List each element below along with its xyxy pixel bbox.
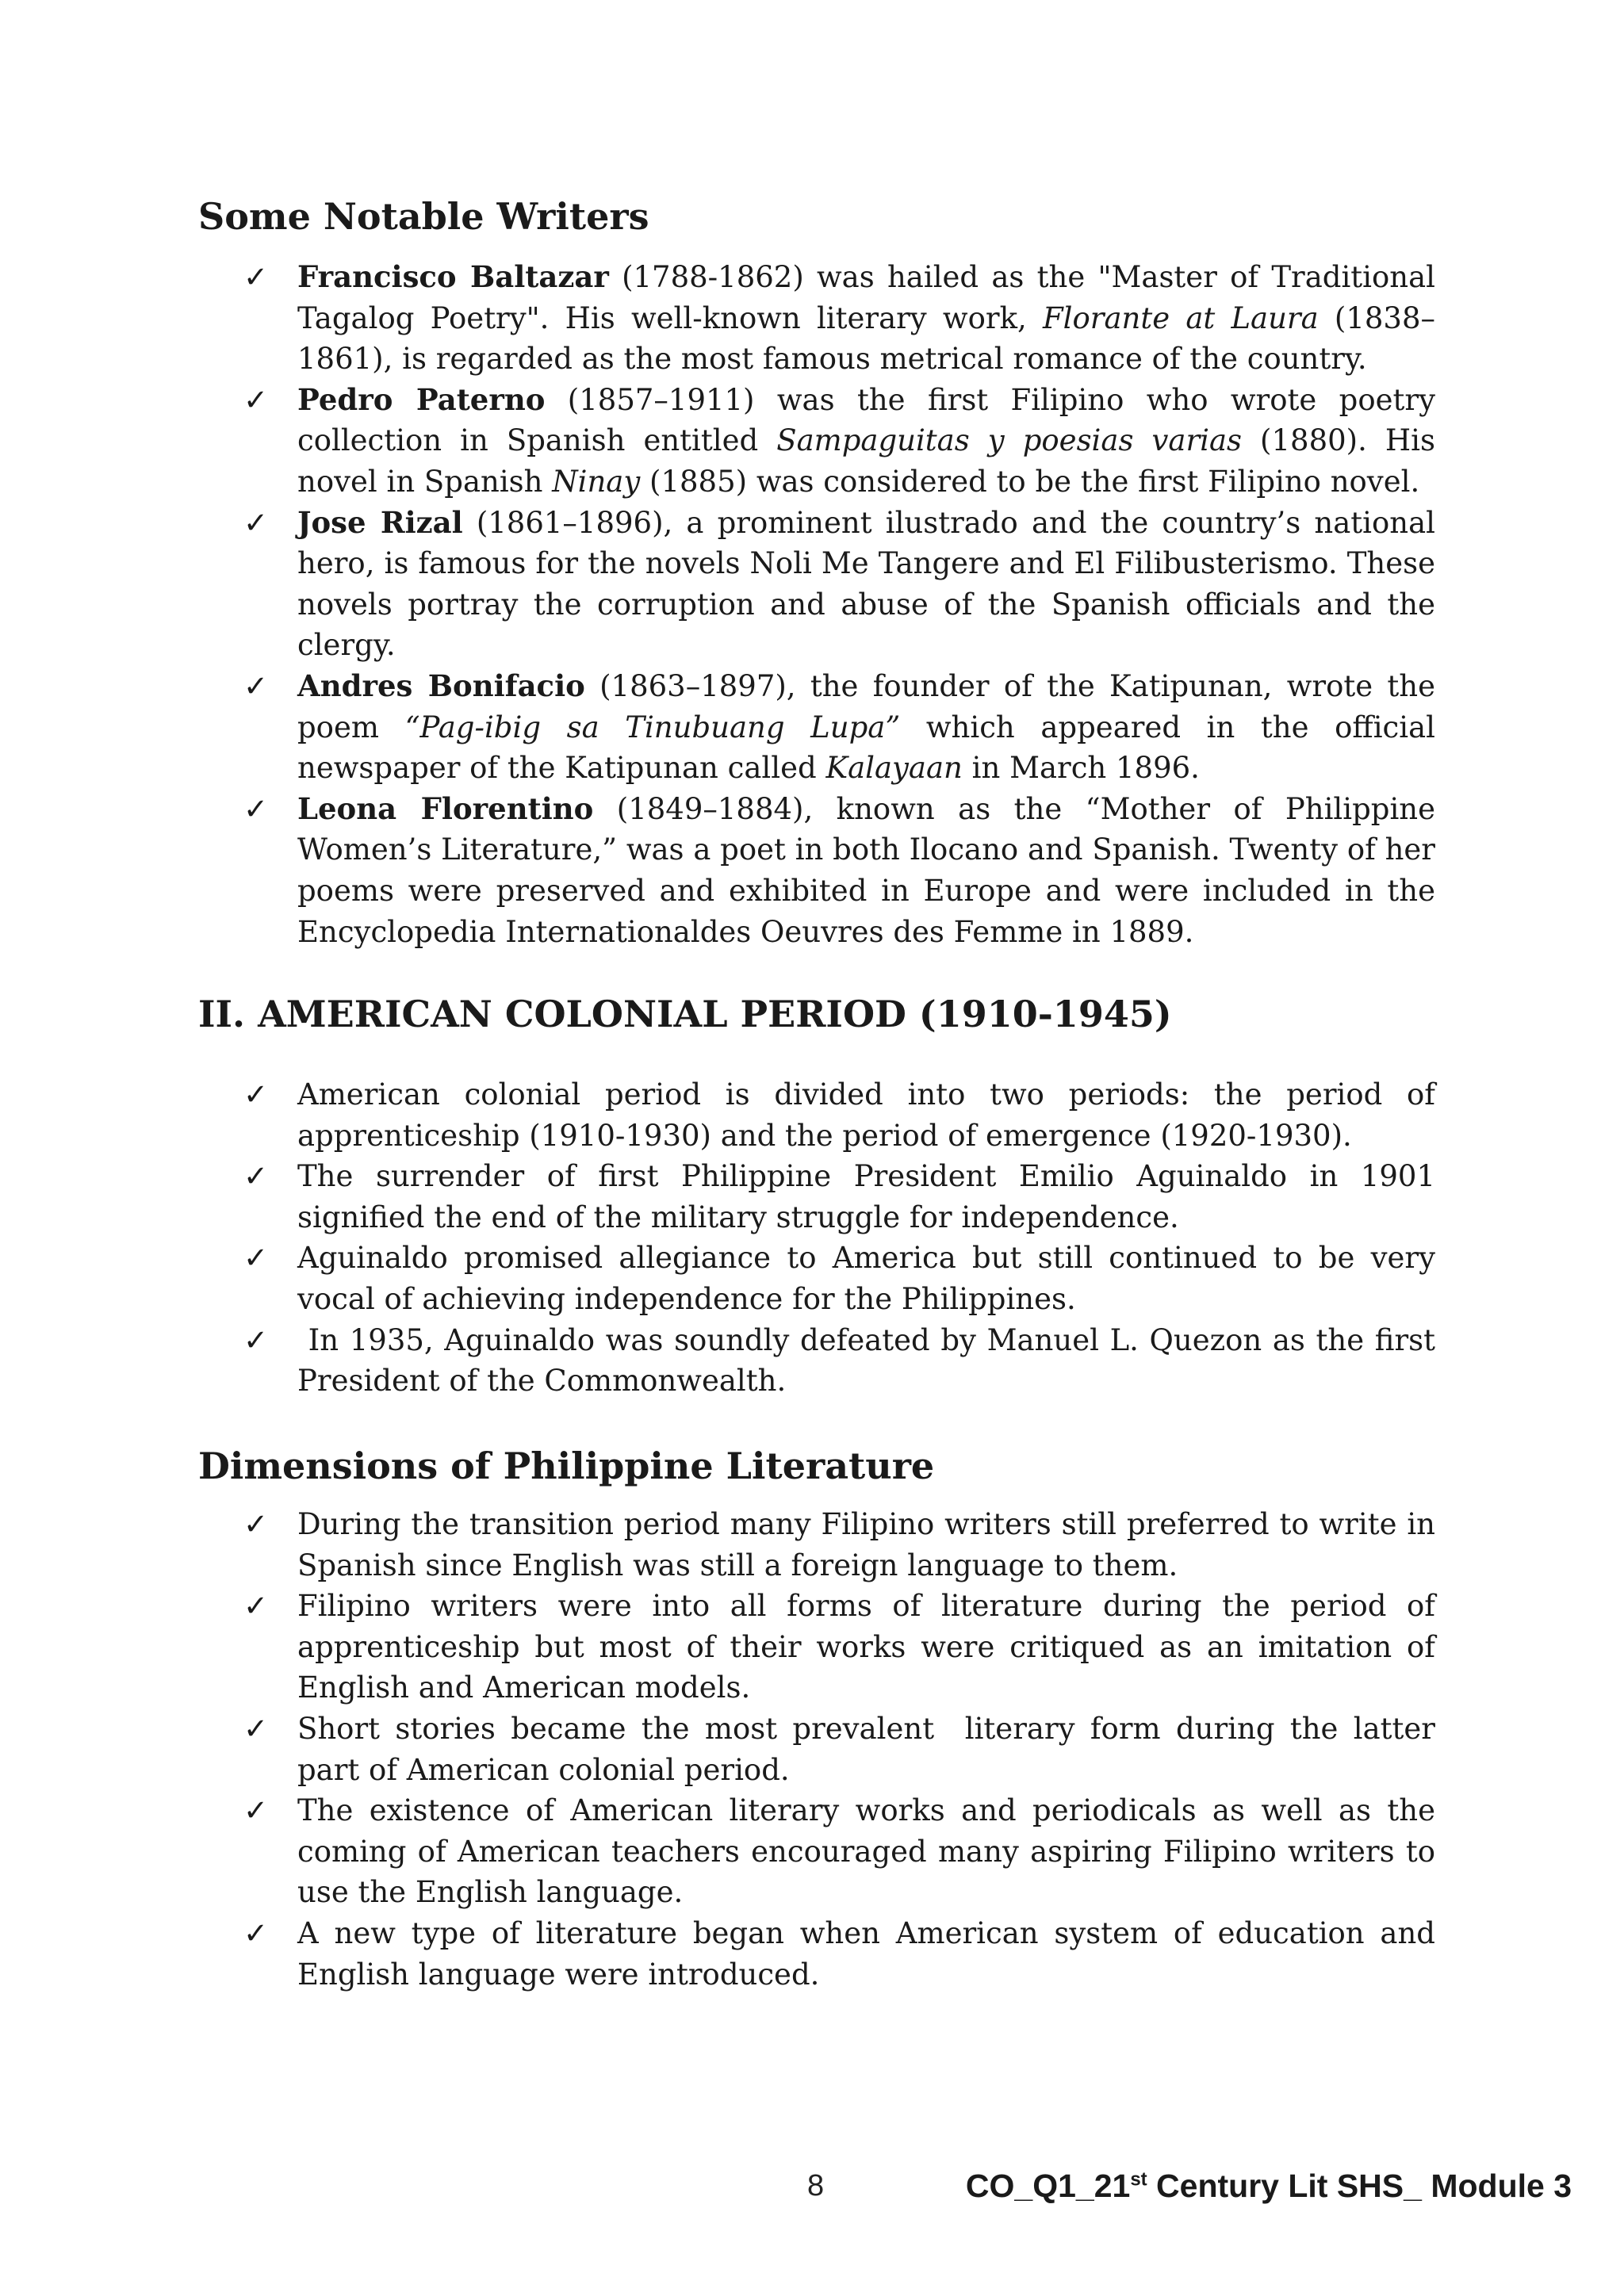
list-item: ✓ Andres Bonifacio (1863–1897), the founder of the Katipunan, wrote the poem “Pag-ibig sa Tinubuang Lupa” which appeared in the official newspaper of the Katipunan called Kalayaan in March 1896. <box>198 666 1435 789</box>
writer-name: Andres Bonifacio <box>297 668 585 703</box>
checkmark-icon: ✓ <box>243 1077 269 1112</box>
work-title: “Pag-ibig sa Tinubuang Lupa” <box>404 710 901 744</box>
writer-name: Francisco Baltazar <box>297 259 609 294</box>
checkmark-icon: ✓ <box>243 1507 269 1541</box>
writer-name: Leona Florentino <box>297 790 594 826</box>
checkmark-icon: ✓ <box>243 1159 269 1194</box>
dimensions-list <box>198 1504 1445 1995</box>
checkmark-icon: ✓ <box>243 668 269 703</box>
list-item: ✓ During the transition period many Filipino writers still preferred to write in Spanish since English was still a foreign language to them. <box>198 1504 1435 1586</box>
writer-name: Pedro Paterno <box>297 381 546 417</box>
work-title: Florante at Laura <box>1042 300 1319 335</box>
american-period-list <box>198 1074 1445 1402</box>
work-title: Kalayaan <box>825 751 963 786</box>
list-item: ✓ Jose Rizal (1861–1896), a prominent ilustrado and the country’s national hero, is famous for the novels Noli Me Tangere and El Filibusterismo. These novels portray the corruption and abuse of the Spanish officials and the clergy. <box>198 503 1435 666</box>
list-item: ✓ Short stories became the most prevalent literary form during the latter part of American colonial period. <box>198 1709 1435 1790</box>
list-item: ✓ The surrender of first Philippine President Emilio Aguinaldo in 1901 signified the end of the military struggle for independence. <box>198 1156 1435 1238</box>
checkmark-icon: ✓ <box>243 1589 269 1624</box>
work-title: Ninay <box>552 464 641 499</box>
checkmark-icon: ✓ <box>243 260 269 294</box>
list-item: ✓ The existence of American literary works and periodicals as well as the coming of American teachers encouraged many aspiring Filipino writers to use the English language. <box>198 1790 1435 1913</box>
section-heading-dimensions: Dimensions of Philippine Literature <box>198 1445 935 1487</box>
checkmark-icon: ✓ <box>243 1915 269 1950</box>
list-item: ✓ Francisco Baltazar (1788-1862) was hailed as the "Master of Traditional Tagalog Poetry". His well-known literary work, Florante at Laura (1838–1861), is regarded as the most famous metrical romance of the country. <box>198 257 1435 380</box>
section-heading-american-colonial-period: II. AMERICAN COLONIAL PERIOD (1910-1945) <box>198 993 1172 1035</box>
list-item: ✓ Filipino writers were into all forms of literature during the period of apprenticeship but most of their works were critiqued as an imitation of English and American models. <box>198 1586 1435 1709</box>
list-item: ✓ In 1935, Aguinaldo was soundly defeated by Manuel L. Quezon as the first President of the Commonwealth. <box>198 1320 1435 1402</box>
checkmark-icon: ✓ <box>243 1793 269 1828</box>
section-heading-notable-writers: Some Notable Writers <box>198 195 649 238</box>
list-item: ✓ Leona Florentino (1849–1884), known as the “Mother of Philippine Women’s Literature,” was a poet in both Ilocano and Spanish. Twenty of her poems were preserved and exhibited in Europe and were included in the Encyclopedia Internationaldes Oeuvres des Femme in 1889. <box>198 789 1435 952</box>
page-number: 8 <box>807 2169 825 2202</box>
work-title: Sampaguitas y poesias varias <box>776 423 1243 458</box>
checkmark-icon: ✓ <box>243 505 269 540</box>
checkmark-icon: ✓ <box>243 1711 269 1746</box>
list-item: ✓ American colonial period is divided into two periods: the period of apprenticeship (1910-1930) and the period of emergence (1920-1930). <box>198 1074 1435 1156</box>
notable-writers-list <box>198 257 1435 952</box>
list-item: ✓ A new type of literature began when American system of education and English language were introduced. <box>198 1913 1435 1995</box>
checkmark-icon: ✓ <box>243 791 269 826</box>
writer-name: Jose Rizal <box>297 504 463 540</box>
checkmark-icon: ✓ <box>243 1241 269 1276</box>
checkmark-icon: ✓ <box>243 382 269 417</box>
list-item: ✓ Aguinaldo promised allegiance to America but still continued to be very vocal of achieving independence for the Philippines. <box>198 1238 1435 1319</box>
module-code: CO_Q1_21st Century Lit SHS_ Module 3 <box>965 2168 1572 2204</box>
checkmark-icon: ✓ <box>243 1322 269 1357</box>
list-item: ✓ Pedro Paterno (1857–1911) was the first Filipino who wrote poetry collection in Spanish entitled Sampaguitas y poesias varias (1880). His novel in Spanish Ninay (1885) was considered to be the first Filipino novel. <box>198 380 1435 503</box>
